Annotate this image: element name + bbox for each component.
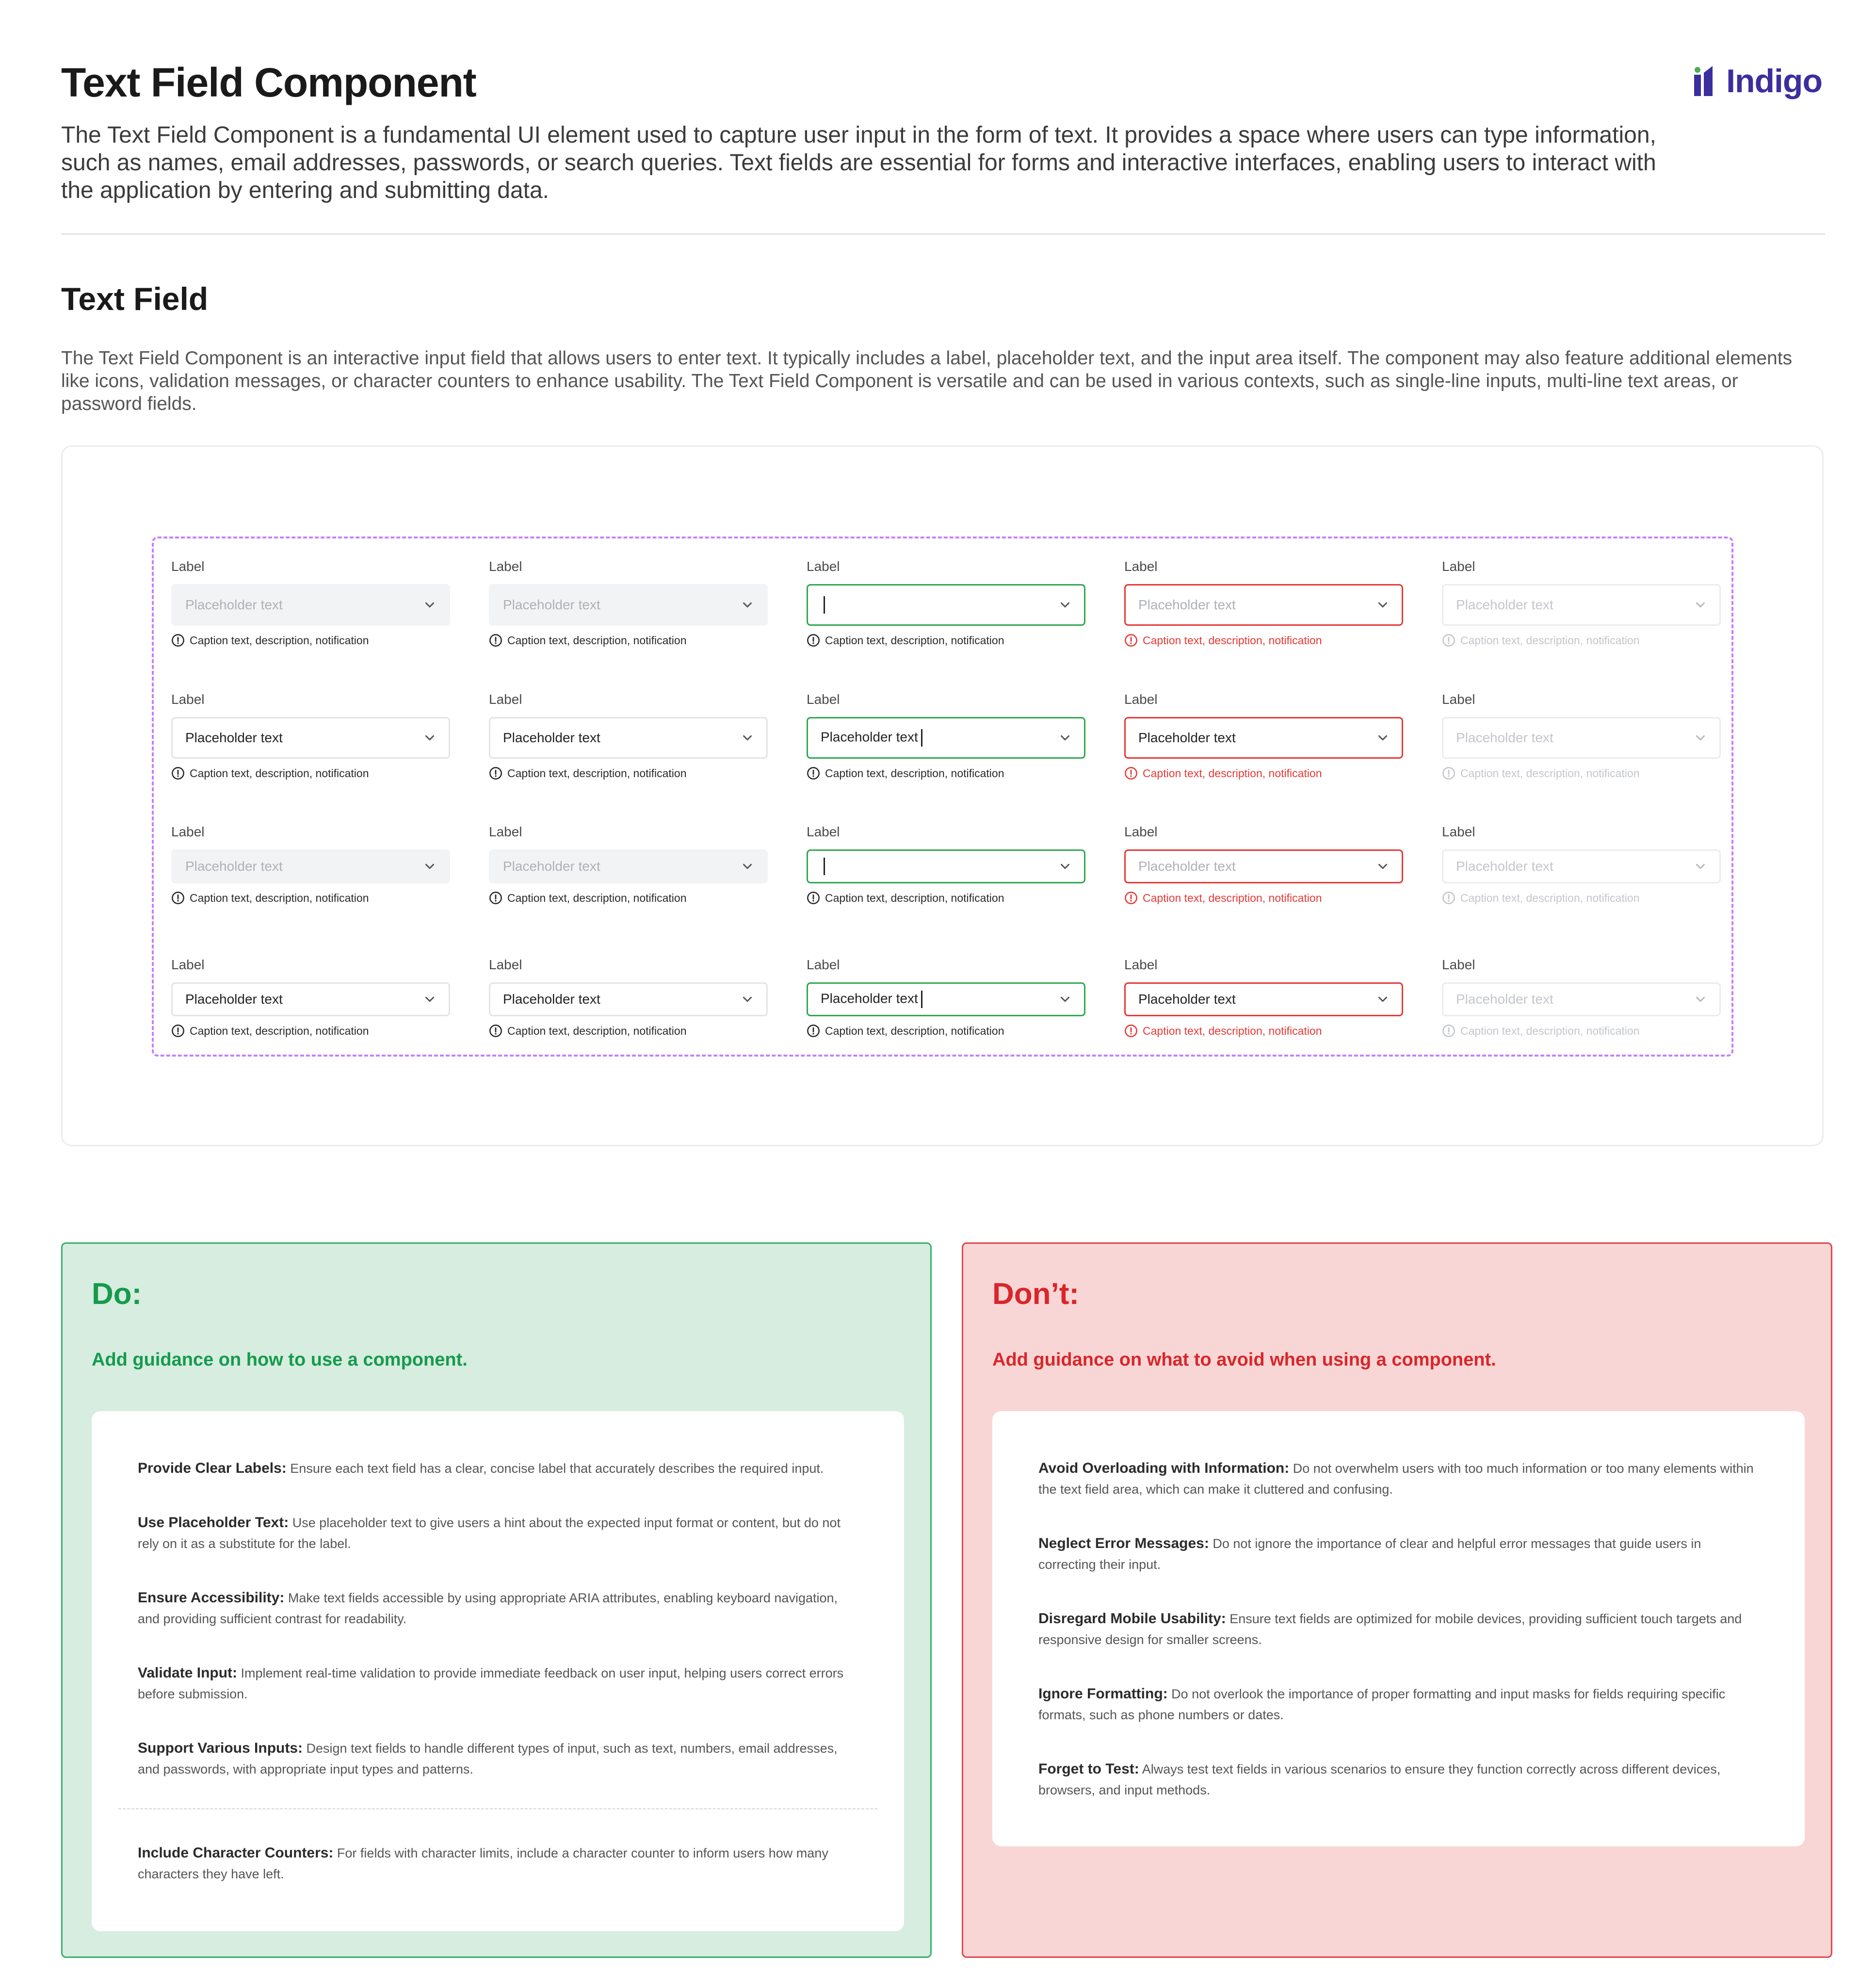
chevron-down-icon xyxy=(1693,859,1708,874)
chevron-down-icon xyxy=(1375,598,1390,612)
text-field xyxy=(807,956,1085,1038)
input-placeholder: Placeholder text xyxy=(1138,992,1236,1007)
info-icon xyxy=(489,766,502,780)
caption-text: Caption text, description, notification xyxy=(825,891,1004,904)
caption-text: Caption text, description, notification xyxy=(825,1024,1004,1037)
info-icon xyxy=(171,1024,185,1038)
select-input[interactable] xyxy=(1124,584,1403,626)
input-placeholder: Placeholder text xyxy=(503,597,600,612)
text-field xyxy=(171,956,450,1038)
caption-text: Caption text, description, notification xyxy=(507,634,687,647)
field-label: Label xyxy=(1442,692,1475,707)
chevron-down-icon xyxy=(1375,731,1390,745)
info-icon xyxy=(171,891,185,905)
chevron-down-icon xyxy=(1693,731,1708,745)
select-input[interactable] xyxy=(171,584,450,626)
info-icon xyxy=(1124,634,1138,647)
select-input[interactable] xyxy=(489,584,768,626)
input-placeholder: Placeholder text xyxy=(1456,992,1553,1007)
field-caption xyxy=(1442,634,1721,647)
field-label: Label xyxy=(1442,824,1475,839)
dont-card xyxy=(962,1242,1832,1958)
do-item: Include Character Counters: For fields with character limits, include a character counter to inform users how many characters they have left. xyxy=(138,1845,828,1881)
divider xyxy=(61,233,1825,235)
do-title: Do: xyxy=(92,1277,142,1311)
caption-text: Caption text, description, notification xyxy=(1143,766,1322,780)
chevron-down-icon xyxy=(1375,992,1390,1007)
field-label: Label xyxy=(489,692,522,707)
dont-item: Disregard Mobile Usability: Ensure text fields are optimized for mobile devices, providing sufficient touch targets and responsive design for smaller screens. xyxy=(1038,1611,1742,1647)
do-item: Use Placeholder Text: Use placeholder text to give users a hint about the expected input format or content, but do not rely on it as a substitute for the label. xyxy=(138,1515,841,1551)
input-placeholder: Placeholder text xyxy=(1138,859,1236,874)
info-icon xyxy=(1442,1024,1456,1038)
logo-text: Indigo xyxy=(1726,63,1822,99)
input-placeholder: Placeholder text xyxy=(1456,859,1553,874)
caption-text: Caption text, description, notification xyxy=(190,766,369,780)
field-label: Label xyxy=(171,559,205,574)
caption-text: Caption text, description, notification xyxy=(507,766,687,780)
text-field xyxy=(807,691,1085,780)
field-caption xyxy=(1442,766,1721,780)
select-input[interactable] xyxy=(1124,849,1403,883)
select-input xyxy=(1442,982,1721,1016)
field-label: Label xyxy=(1124,824,1158,839)
caption-text: Caption text, description, notification xyxy=(1460,1024,1640,1037)
chevron-down-icon xyxy=(1058,731,1072,745)
text-field xyxy=(1442,823,1721,905)
field-caption xyxy=(807,891,1085,905)
chevron-down-icon xyxy=(422,598,437,612)
select-input xyxy=(1442,717,1721,759)
field-label: Label xyxy=(489,957,522,972)
field-caption xyxy=(1124,634,1403,647)
select-input[interactable] xyxy=(807,849,1085,883)
field-label: Label xyxy=(1442,559,1475,574)
section-description: The Text Field Component is an interactive input field that allows users to enter text. It typically includes a label, placeholder text, and the input area itself. The component may also feature additional elements like icons, validation messages, or character counters to enhance usability. The Text Field Component is versatile and can be used in various contexts, such as single-line inputs, multi-line text areas, or password fields. xyxy=(61,348,1793,414)
field-label: Label xyxy=(171,692,205,707)
input-placeholder: Placeholder text xyxy=(1138,730,1236,745)
field-label: Label xyxy=(1442,957,1475,972)
info-icon xyxy=(1124,891,1138,905)
dont-item: Ignore Formatting: Do not overlook the importance of proper formatting and input masks for fields requiring specific formats, such as phone numbers or dates. xyxy=(1038,1686,1726,1722)
chevron-down-icon xyxy=(1058,598,1072,612)
caption-text: Caption text, description, notification xyxy=(1143,634,1322,647)
field-caption xyxy=(171,1024,450,1038)
logo xyxy=(1694,62,1822,100)
select-input[interactable] xyxy=(807,584,1085,626)
chevron-down-icon xyxy=(422,731,437,745)
do-guidance-list xyxy=(92,1411,904,1931)
text-field xyxy=(807,558,1085,647)
select-input[interactable] xyxy=(1124,717,1403,759)
input-placeholder: Placeholder text xyxy=(185,730,283,745)
info-icon xyxy=(1442,766,1456,780)
field-caption xyxy=(489,634,768,647)
chevron-down-icon xyxy=(1058,992,1072,1007)
chevron-down-icon xyxy=(422,992,437,1007)
text-field xyxy=(489,823,768,905)
select-input[interactable] xyxy=(171,849,450,883)
field-label: Label xyxy=(489,559,522,574)
info-icon xyxy=(489,891,502,905)
input-placeholder: Placeholder text xyxy=(1138,597,1236,612)
text-field xyxy=(1442,691,1721,780)
caption-text: Caption text, description, notification xyxy=(190,891,369,904)
section-title: Text Field xyxy=(61,281,209,317)
text-cursor xyxy=(824,858,825,875)
select-input[interactable] xyxy=(1124,982,1403,1016)
text-cursor xyxy=(824,596,825,614)
field-caption xyxy=(489,1024,768,1038)
field-label: Label xyxy=(1124,692,1158,707)
input-placeholder: Placeholder text xyxy=(185,859,283,874)
select-input[interactable] xyxy=(171,982,450,1016)
info-icon xyxy=(807,1024,820,1038)
do-subtitle: Add guidance on how to use a component. xyxy=(92,1350,468,1370)
do-separator xyxy=(118,1808,877,1809)
select-input xyxy=(1442,584,1721,626)
field-label: Label xyxy=(1124,957,1158,972)
select-input[interactable] xyxy=(489,849,768,883)
field-label: Label xyxy=(807,824,840,839)
caption-text: Caption text, description, notification xyxy=(507,1024,687,1037)
input-placeholder: Placeholder text xyxy=(1456,730,1553,745)
field-label: Label xyxy=(489,824,522,839)
caption-text: Caption text, description, notification xyxy=(190,634,369,647)
chevron-down-icon xyxy=(740,731,755,745)
field-caption xyxy=(1124,1024,1403,1038)
info-icon xyxy=(1124,1024,1138,1038)
field-label: Label xyxy=(171,824,205,839)
input-placeholder: Placeholder text xyxy=(1456,597,1553,612)
caption-text: Caption text, description, notification xyxy=(1460,891,1640,904)
field-caption xyxy=(171,891,450,905)
text-field xyxy=(807,823,1085,905)
input-value: Placeholder text xyxy=(821,991,922,1008)
intro-paragraph: The Text Field Component is a fundamental UI element used to capture user input in the form of text. It provides a space where users can type information, such as names, email addresses, passwords, or search queries. Text fields are essential for forms and interactive interfaces, enabling users to interact with the application by entering and submitting data. xyxy=(61,122,1656,203)
chevron-down-icon xyxy=(422,859,437,874)
field-label: Label xyxy=(171,957,205,972)
text-field xyxy=(489,691,768,780)
field-caption xyxy=(807,634,1085,647)
text-field xyxy=(1124,558,1403,647)
select-input[interactable] xyxy=(807,717,1085,759)
text-field xyxy=(1124,956,1403,1038)
chevron-down-icon xyxy=(1375,859,1390,874)
field-caption xyxy=(807,1024,1085,1038)
dont-item: Avoid Overloading with Information: Do not overwhelm users with too much information or too many elements within the text field area, which can make it cluttered and confusing. xyxy=(1038,1460,1754,1497)
text-cursor xyxy=(921,991,922,1008)
input-placeholder: Placeholder text xyxy=(185,992,283,1007)
text-cursor xyxy=(921,729,922,747)
chevron-down-icon xyxy=(740,598,755,612)
caption-text: Caption text, description, notification xyxy=(1143,1024,1322,1037)
do-item: Validate Input: Implement real-time validation to provide immediate feedback on user input, helping users correct errors before submission. xyxy=(138,1665,844,1701)
select-input[interactable] xyxy=(807,982,1085,1016)
info-icon xyxy=(807,766,820,780)
caption-text: Caption text, description, notification xyxy=(1460,766,1640,780)
indigo-logo-icon xyxy=(1694,66,1721,96)
info-icon xyxy=(171,766,185,780)
caption-text: Caption text, description, notification xyxy=(507,891,687,904)
input-value: Placeholder text xyxy=(821,729,922,747)
page-title: Text Field Component xyxy=(61,60,476,105)
info-icon xyxy=(807,891,820,905)
info-icon xyxy=(1442,634,1456,647)
info-icon xyxy=(171,634,185,647)
text-field xyxy=(1442,558,1721,647)
text-field xyxy=(1124,691,1403,780)
chevron-down-icon xyxy=(1058,859,1072,874)
dont-title: Don’t: xyxy=(992,1277,1080,1311)
field-label: Label xyxy=(807,957,840,972)
chevron-down-icon xyxy=(1693,598,1708,612)
info-icon xyxy=(1442,891,1456,905)
input-placeholder: Placeholder text xyxy=(503,992,600,1007)
chevron-down-icon xyxy=(740,992,755,1007)
chevron-down-icon xyxy=(1693,992,1708,1007)
caption-text: Caption text, description, notification xyxy=(1460,634,1640,647)
info-icon xyxy=(489,634,502,647)
dont-item: Neglect Error Messages: Do not ignore the importance of clear and helpful error messages that guide users in correcting their input. xyxy=(1038,1535,1701,1572)
field-caption xyxy=(807,766,1085,780)
select-input xyxy=(1442,849,1721,883)
do-item: Provide Clear Labels: Ensure each text field has a clear, concise label that accurately describes the required input. xyxy=(138,1460,824,1476)
field-label: Label xyxy=(807,559,840,574)
input-value xyxy=(821,858,825,875)
info-icon xyxy=(1124,766,1138,780)
caption-text: Caption text, description, notification xyxy=(1143,891,1322,904)
field-caption xyxy=(1124,766,1403,780)
field-caption xyxy=(489,891,768,905)
field-caption xyxy=(1442,1024,1721,1038)
field-caption xyxy=(171,634,450,647)
input-placeholder: Placeholder text xyxy=(503,730,600,745)
caption-text: Caption text, description, notification xyxy=(825,766,1004,780)
dont-item: Forget to Test: Always test text fields in various scenarios to ensure they function correctly across different devices, browsers, and input methods. xyxy=(1038,1761,1721,1797)
do-item: Ensure Accessibility: Make text fields accessible by using appropriate ARIA attributes, enabling keyboard navigation, and providing sufficient contrast for readability. xyxy=(138,1590,838,1626)
field-caption xyxy=(171,766,450,780)
select-input[interactable] xyxy=(489,717,768,759)
field-caption xyxy=(1442,891,1721,905)
text-field xyxy=(489,956,768,1038)
caption-text: Caption text, description, notification xyxy=(825,634,1004,647)
caption-text: Caption text, description, notification xyxy=(190,1024,369,1037)
text-field xyxy=(171,691,450,780)
text-field xyxy=(171,823,450,905)
field-label: Label xyxy=(807,692,840,707)
do-card xyxy=(61,1242,932,1958)
select-input[interactable] xyxy=(489,982,768,1016)
dont-guidance-list xyxy=(992,1411,1805,1846)
input-value xyxy=(821,596,825,614)
text-field xyxy=(1124,823,1403,905)
field-caption xyxy=(489,766,768,780)
info-icon xyxy=(807,634,820,647)
input-placeholder: Placeholder text xyxy=(503,859,600,874)
field-caption xyxy=(1124,891,1403,905)
input-placeholder: Placeholder text xyxy=(185,597,283,612)
dont-subtitle: Add guidance on what to avoid when using a component. xyxy=(992,1350,1496,1370)
text-field xyxy=(1442,956,1721,1038)
select-input[interactable] xyxy=(171,717,450,759)
text-field xyxy=(489,558,768,647)
field-label: Label xyxy=(1124,559,1158,574)
text-field xyxy=(171,558,450,647)
do-item: Support Various Inputs: Design text fields to handle different types of input, such as text, numbers, email addresses, and passwords, with appropriate input types and patterns. xyxy=(138,1740,838,1776)
info-icon xyxy=(489,1024,502,1038)
chevron-down-icon xyxy=(740,859,755,874)
